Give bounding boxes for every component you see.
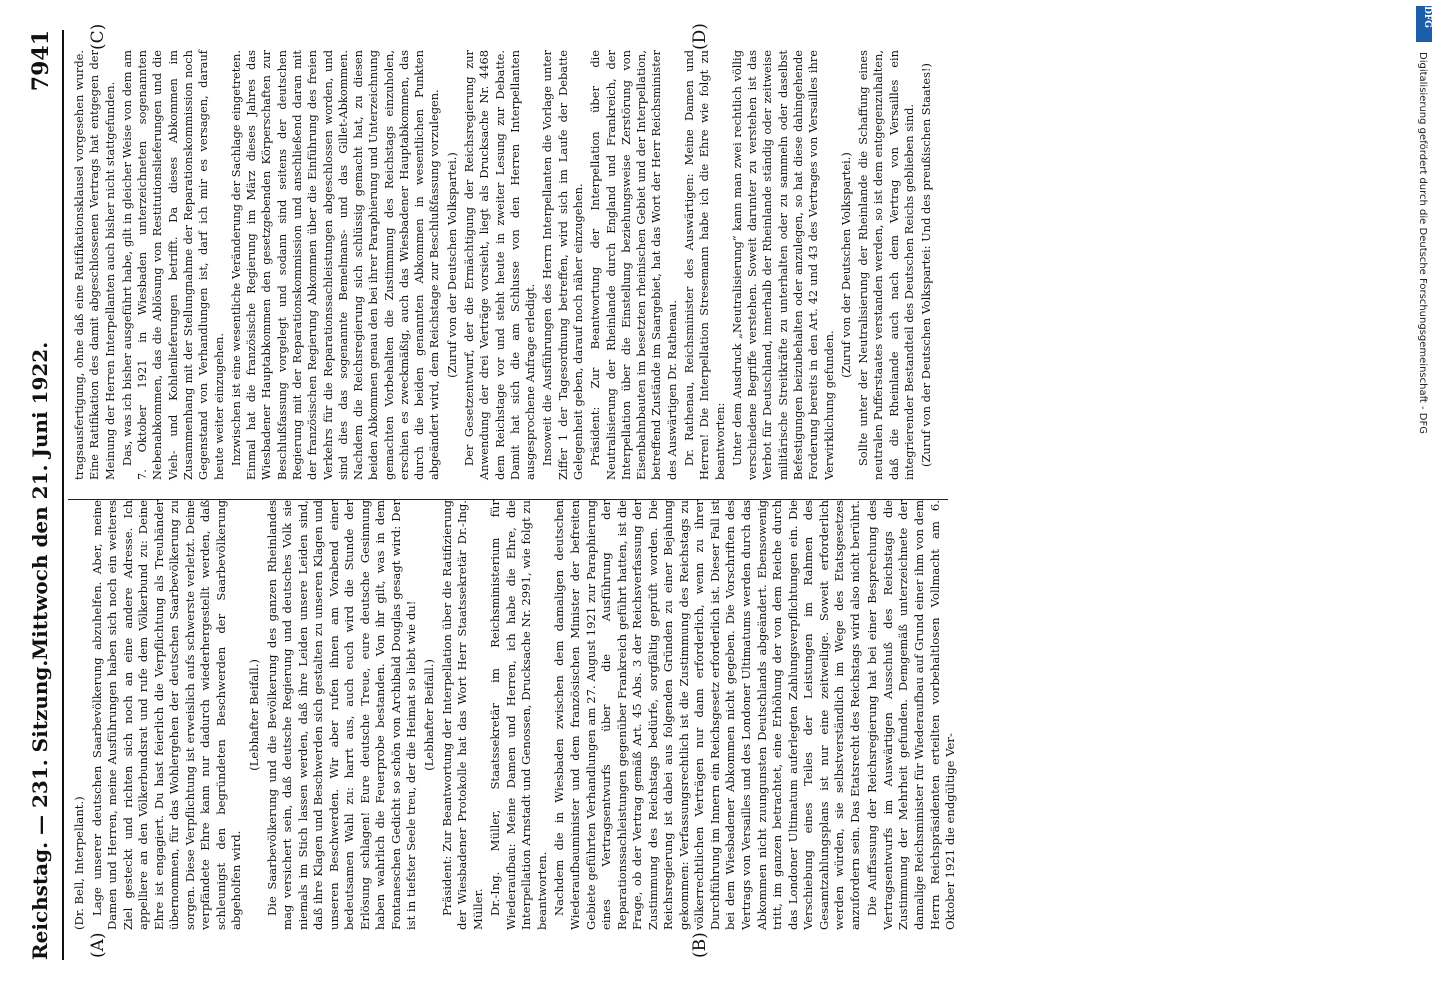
paragraph: Die Saarbevölkerung und die Bevölkerung des ganzen Rheinlandes mag versichert sein, daß deutsche Regierung und deutsches Volk sie niemals im Stich lassen werden, daß ihre Leiden unsere Leiden sind, daß ihre Klagen und Beschwerden sich gestalten zu unseren Klagen und unseren Beschwerden. Wir aber rufen ihnen am Vorabend einer bedeutsamen Wahl zu: harrt aus, auch euch wird die Stunde der Erlösung schlagen! Eure deutsche Treue, eure deutsche Gesinnung haben wahrlich die Feuerprobe bestanden. Von ihr gilt, was in dem Fontaneschen Gedicht so schön von Archibald Douglas gesagt wird: Der ist in tiefster Seele treu, der die Heimat so liebt wie du!	[264, 500, 419, 930]
interjection: (Zuruf von der Deutschen Volkspartei.)	[444, 152, 459, 378]
margin-marker-a: (A)	[88, 932, 108, 958]
digitization-stamp	[1414, 8, 1430, 988]
page-header	[22, 30, 64, 960]
paragraph: Dr. Rathenau, Reichsminister des Auswärtigen: Meine Damen und Herren! Die Interpellation Stresemann habe ich die Ehre wie folgt zu beantworten:	[681, 50, 727, 480]
dfg-logo: DFG	[1416, 6, 1432, 42]
interjection: (Zuruf von der Deutschen Volkspartei: Und des preußischen Staates!)	[919, 63, 934, 467]
margin-marker-d: (D)	[690, 23, 710, 50]
paragraph: Inzwischen ist eine wesentliche Veränderung der Sachlage eingetreten. Einmal hat die französische Regierung im März dieses Jahres das Wiesbadener Hauptabkommen den gesetzgebenden Körperschaften zur Beschlußfassung vorgelegt und sodann sind seitens der deutschen Regierung mit der Reparationskommission und anschließend daran mit der französischen Regierung Abkommen über die Einführung des freien Verkehrs für die Reparationssachleistungen abgeschlossen worden, und sind dies das sogenannte Bemelmans- und das Gillet-Abkommen. Nachdem die Reichsregierung sich schlüssig gemacht hat, zu diesen beiden Abkommen genau den bei ihrer Paraphierung und Unterzeichnung gemachten Vorbehalten die Zustimmung des Reichstags einzuholen, erschien es zweckmäßig, auch das Wiesbadener Hauptabkommen, das durch die beiden genannten Abkommen in wesentlichen Punkten abgeändert wird, dem Reichstage zur Beschlußfassung vorzulegen.	[228, 50, 442, 480]
paragraph: Nachdem die in Wiesbaden zwischen dem damaligen deutschen Wiederaufbauminister und dem französischen Minister der befreiten Gebiete geführten Verhandlungen am 27. August 1921 zur Paraphierung eines Vertragsentwurfs über die Ausführung der Reparationssachleistungen gegenüber Frankreich geführt hatten, ist die Frage, ob der Vertrag gemäß Art. 45 Abs. 3 der Reichsverfassung der Zustimmung des Reichstags bedürfe, sorgfältig geprüft worden. Die Reichsregierung ist dabei aus folgenden Gründen zu einer Bejahung gekommen: Verfassungsrechtlich ist die Zustimmung des Reichstags zu völkerrechtlichen Verträgen nur dann erforderlich, wenn zu ihrer Durchführung im Innern ein Reichsgesetz erforderlich ist. Dieser Fall ist bei dem Wiesbadener Abkommen nicht gegeben. Die Vorschriften des Vertrags von Versailles und des Londoner Ultimatums werden durch das Abkommen nicht zuungunsten Deutschlands abgeändert. Ebensowenig tritt, im ganzen betrachtet, eine Erhöhung der von dem Reiche durch das Londoner Ultimatum auferlegten Zahlungsverpflichtungen ein. Die Verschiebung eines Teiles der Leistungen im Rahmen des Gesamtzahlungsplans ist nur eine zeitweilige. Soweit erforderlich werden würden, sie selbstverständlich im Wege des Etatsgesetzes anzufordern sein. Das Etatsrecht des Reichstags wird also nicht berührt.	[552, 500, 862, 930]
interjection: (Zuruf von der Deutschen Volkspartei.)	[838, 152, 853, 378]
paragraph: Präsident: Zur Beantwortung der Interpellation über die Neutralisierung der Rheinlande durch England und Frankreich, der Interpellation über die Einstellung beziehungsweise Zerstörung von Eisenbahnbauten im besetzten rheinischen Gebiet und der Interpellation, betreffend Zustände im Saargebiet, hat das Wort der Herr Reichsminister des Auswärtigen Dr. Rathenau.	[588, 50, 679, 480]
header-date: Mittwoch den 21. Juni 1922.	[28, 341, 52, 660]
paragraph: (Dr. Bell, Interpellant.)	[72, 796, 86, 930]
page-number: 7941	[28, 30, 54, 92]
digitization-note: Digitalisierung gefördert durch die Deutsche Forschungsgemeinschaft - DFG	[1417, 52, 1428, 435]
paragraph: Die Auffassung der Reichsregierung hat bei einer Besprechung des Vertragsentwurfs im Auswärtigen Ausschuß des Reichstags die Zustimmung der Mehrheit gefunden. Demgemäß unterzeichnete der damalige Reichsminister für Wiederaufbau auf Grund einer ihm von dem Herrn Reichspräsidenten erteilten vorbehaltlosen Vollmacht am 6. Oktober 1921 die endgültige Ver-	[865, 500, 958, 930]
right-column	[72, 50, 936, 480]
paragraph: Der Gesetzentwurf, der die Ermächtigung der Reichsregierung zur Anwendung der drei Verträge vorsieht, liegt als Drucksache Nr. 4468 dem Reichstage vor und steht heute in zweiter Lesung zur Debatte. Damit hat sich die am Schlusse von den Herren Interpellanten ausgesprochene Anfrage erledigt.	[462, 50, 538, 480]
paragraph: tragsausfertigung, ohne daß eine Ratifikationsklausel vorgesehen wurde. Eine Ratifikation des damit abgeschlossenen Vertrags hat entgegen der Meinung der Herren Interpellanten auch bisher nicht stattgefunden.	[72, 50, 117, 480]
paragraph: Das, was ich bisher ausgeführt habe, gilt in gleicher Weise von dem am 7. Oktober 1921 in Wiesbaden unterzeichneten sogenannten Nebenabkommen, das die Ablösung von Restitutionslieferungen und die Vieh- und Kohlenlieferungen betrifft. Da dieses Abkommen im Zusammenhang mit der Stellungnahme der Reparationskommission noch Gegenstand von Verhandlungen ist, darf ich mir es versagen, darauf heute weiter einzugehen.	[119, 50, 226, 480]
interjection: (Lebhafter Beifall.)	[247, 659, 262, 771]
margin-marker-b: (B)	[690, 932, 710, 958]
header-session: Reichstag. — 231. Sitzung.	[28, 659, 52, 960]
paragraph: Insoweit die Ausführungen des Herrn Interpellanten die Vorlage unter Ziffer 1 der Tagesordnung betreffen, wird sich im Laufe der Debatte Gelegenheit geben, darauf noch näher einzugehen.	[540, 50, 585, 480]
paragraph: Präsident: Zur Beantwortung der Interpellation über die Ratifizierung der Wiesbadener Protokolle hat das Wort Herr Staatssekretär Dr.-Ing. Müller.	[439, 500, 485, 930]
margin-marker-c: (C)	[88, 23, 108, 50]
paragraph: Lage unserer deutschen Saarbevölkerung abzuhelfen. Aber, meine Damen und Herren, meine Ausführungen haben sich noch ein weiteres Ziel gesteckt und richten sich noch an eine andere Adresse. Ich appelliere an den Völkerbundsrat und rufe dem Völkerbund zu: Deine Ehre ist engagiert. Du hast feierlich die Verpflichtung als Treuhänder übernommen, für das Wohlergehen der deutschen Saarbevölkerung zu sorgen. Diese Verpflichtung ist erweislich aufs schwerste verletzt. Deine verpfändete Ehre kann nur dadurch wiederhergestellt werden, daß schleunigst den begründeten Beschwerden der Saarbevölkerung abgeholfen wird.	[89, 500, 244, 930]
paragraph: Unter dem Ausdruck „Neutralisierung“ kann man zwei rechtlich völlig verschiedene Begriffe verstehen. Soweit darunter zu verstehen ist das Verbot für Deutschland, innerhalb der Rheinlande ständig oder zeitweise militärische Streitkräfte zu unterhalten oder zu sammeln oder daselbst Befestigungen beizubehalten oder anzulegen, so hat diese dahingehende Forderung bereits in den Art. 42 und 43 des Vertrages von Versailles ihre Verwirklichung gefunden.	[729, 50, 836, 480]
left-column	[72, 500, 961, 930]
interjection: (Lebhafter Beifall.)	[422, 659, 437, 771]
paragraph: Sollte unter der Neutralisierung der Rheinlande die Schaffung eines neutralen Pufferstaates verstanden werden, so ist dem entgegenzuhalten, daß die Rheinlande auch nach dem Vertrag von Versailles ein integrierender Bestandteil des Deutschen Reichs geblieben sind.	[856, 50, 916, 480]
paragraph: Dr.-Ing. Müller, Staatssekretär im Reichsministerium für Wiederaufbau: Meine Damen und Herren, ich habe die Ehre, die Interpellation Arnstadt und Genossen, Drucksache Nr. 2991, wie folgt zu beantworten.	[488, 500, 549, 930]
